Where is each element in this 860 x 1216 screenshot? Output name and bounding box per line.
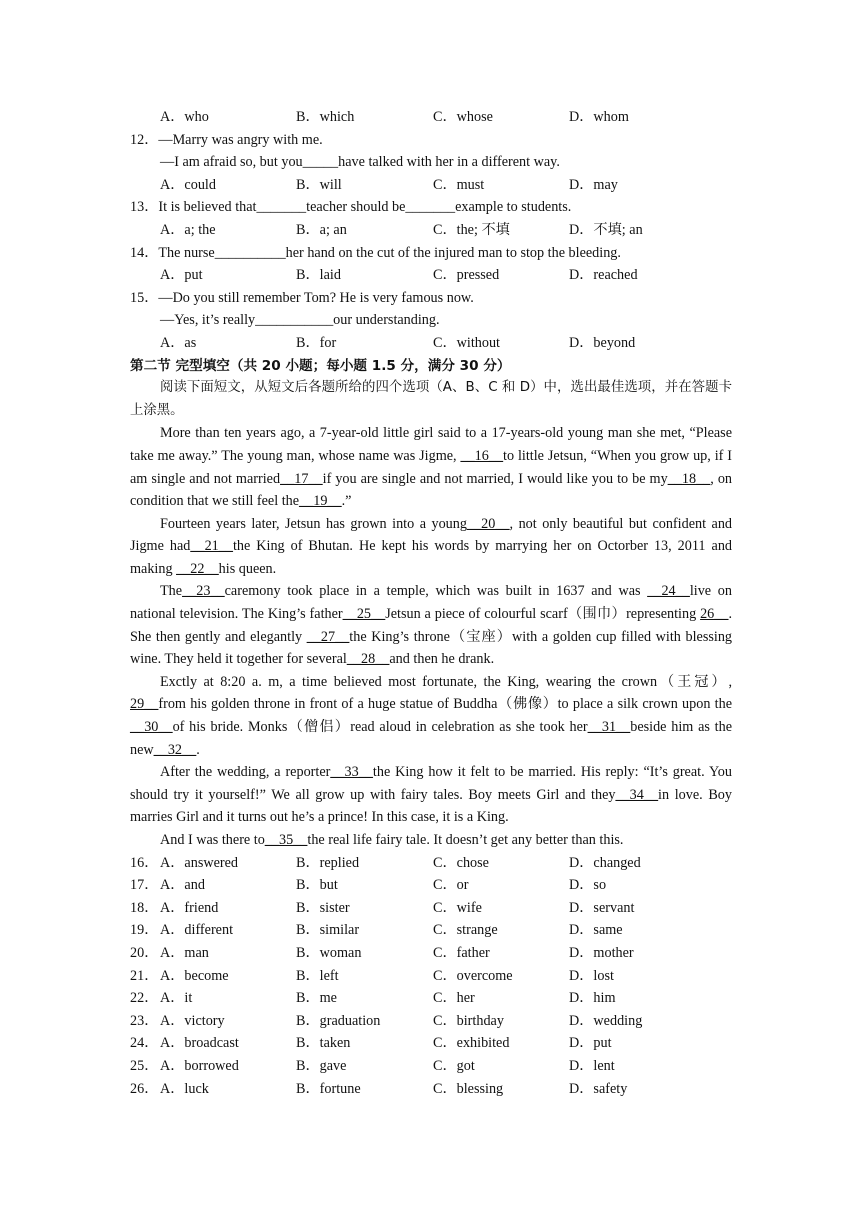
text: if you are single and not married, I would like you to be my xyxy=(322,470,668,487)
q13-blank-2: _______ xyxy=(405,199,456,216)
q15-blank: ___________ xyxy=(255,312,334,329)
option-d: D．lost xyxy=(569,967,614,984)
question-number: 24． xyxy=(130,1035,159,1052)
q13-text-c: example to students. xyxy=(455,199,572,216)
blank-30: __30__ xyxy=(130,719,173,736)
q12-text-a: —I am afraid so, but you xyxy=(160,154,303,171)
option-b: B．sister xyxy=(296,899,350,916)
option-b: B．fortune xyxy=(296,1080,361,1097)
option-b: B．but xyxy=(296,877,338,894)
text: the real life fairy tale. It doesn’t get any better than this. xyxy=(307,832,624,848)
q14-stem xyxy=(130,242,732,265)
option-b: B．me xyxy=(296,990,337,1007)
option-d: D．servant xyxy=(569,899,635,916)
option-c: C．whose xyxy=(433,109,493,125)
option-b: B．will xyxy=(296,176,342,193)
blank-22: __22__ xyxy=(176,560,219,577)
q12-options xyxy=(130,174,732,197)
passage-paragraph-4 xyxy=(130,671,732,761)
option-c: C．her xyxy=(433,990,475,1007)
option-c: C．wife xyxy=(433,899,482,916)
blank-16: __16__ xyxy=(460,447,504,464)
blank-31: __31__ xyxy=(587,719,631,736)
text: in love. Boy marries Girl and it turns out he’s a prince! In this case, it is a King. xyxy=(130,786,732,826)
option-d: D．safety xyxy=(569,1080,628,1097)
option-d: D．put xyxy=(569,1035,612,1052)
q15-stem-line2 xyxy=(130,309,732,332)
text: the King of Bhutan. He kept his words by marrying her on Octorber 13, 2011 and making xyxy=(130,538,733,577)
answer-row-20 xyxy=(130,942,732,965)
option-b: B．gave xyxy=(296,1057,347,1074)
question-number: 25． xyxy=(130,1057,159,1074)
question-number: 23． xyxy=(130,1012,159,1029)
option-b: B．laid xyxy=(296,267,341,284)
question-number: 16． xyxy=(130,854,159,871)
text: caremony took place in a temple, which was built in 1637 and was xyxy=(224,583,648,600)
option-d: D．so xyxy=(569,877,607,894)
passage-paragraph-3 xyxy=(130,580,732,670)
text: More than ten years ago, a 7-year-old little girl said to a 17-years-old young man she met, “Please take me away.” The young man, whose name was Jigme, xyxy=(130,425,732,464)
q13-text-a: 13．It is believed that xyxy=(130,199,257,216)
q14-options xyxy=(130,264,732,287)
answer-row-16 xyxy=(130,852,732,875)
q13-stem xyxy=(130,196,732,219)
blank-27: __27__ xyxy=(306,628,350,645)
text: , not only beautiful but confident and Jigme had xyxy=(130,515,733,555)
text: Fourteen years later, Jetsun has grown into a young xyxy=(160,515,467,532)
blank-26: 26__ xyxy=(700,606,729,623)
text: .” xyxy=(341,493,352,510)
answer-row-18 xyxy=(130,897,732,920)
option-a: A．answered xyxy=(160,854,239,871)
option-a: A．borrowed xyxy=(160,1057,239,1074)
q13-options xyxy=(130,219,732,242)
q13-blank-1: _______ xyxy=(256,199,307,216)
passage-paragraph-2 xyxy=(130,513,732,581)
option-d: D．不填; an xyxy=(569,221,643,238)
q11-options xyxy=(130,106,732,129)
answer-options-list xyxy=(130,852,732,1101)
option-c: C．the; 不填 xyxy=(433,221,510,238)
blank-23: __23__ xyxy=(182,583,225,600)
option-d: D．lent xyxy=(569,1057,615,1074)
question-number: 19． xyxy=(130,922,159,939)
blank-34: __34__ xyxy=(615,786,659,803)
option-b: B．graduation xyxy=(296,1012,381,1029)
text: the King’s throne（宝座）with a golden cup filled with blessing wine. They held it together for several xyxy=(130,628,733,668)
blank-28: __28__ xyxy=(346,651,390,668)
blank-24: __24__ xyxy=(647,583,690,600)
blank-17: __17__ xyxy=(280,470,323,487)
text: After the wedding, a reporter xyxy=(160,764,331,781)
answer-row-22 xyxy=(130,987,732,1010)
q14-text-a: 14．The nurse xyxy=(130,244,215,261)
q15-options xyxy=(130,332,732,355)
option-a: A．a; the xyxy=(160,221,216,238)
blank-35: __35__ xyxy=(264,832,308,848)
option-a: A．broadcast xyxy=(160,1035,239,1052)
option-c: C．pressed xyxy=(433,267,500,284)
option-c: C．blessing xyxy=(433,1080,504,1097)
q14-text-b: her hand on the cut of the injured man to stop the bleeding. xyxy=(285,244,621,261)
section-instruction: 阅读下面短文，从短文后各题所给的四个选项（A、B、C 和 D）中，选出最佳选项，并在答题卡上涂黑。 xyxy=(130,380,732,418)
question-number: 22． xyxy=(130,990,159,1007)
question-number: 17． xyxy=(130,877,159,894)
section-heading: 第二节 完型填空（共 20 小题；每小题 1.5 分，满分 30 分） xyxy=(130,357,511,374)
question-number: 20． xyxy=(130,944,159,961)
option-c: C．must xyxy=(433,176,485,193)
question-number: 21． xyxy=(130,967,159,984)
option-a: A．friend xyxy=(160,899,219,916)
option-b: B．which xyxy=(296,109,355,125)
option-d: D．may xyxy=(569,176,618,193)
option-a: A．as xyxy=(160,334,197,351)
answer-row-19 xyxy=(130,919,732,942)
text: , on condition that we still feel the xyxy=(130,470,733,510)
passage-paragraph-1 xyxy=(130,422,732,512)
q15-text-a: —Yes, it’s really xyxy=(160,312,256,329)
option-a: A．luck xyxy=(160,1080,209,1097)
option-a: A．man xyxy=(160,944,209,961)
option-d: D．him xyxy=(569,990,616,1007)
text: of his bride. Monks（僧侣）read aloud in celebration as she took her xyxy=(172,719,588,736)
option-a: A．different xyxy=(160,922,234,939)
blank-33: __33__ xyxy=(330,764,373,781)
answer-row-24 xyxy=(130,1032,732,1055)
option-a: A．victory xyxy=(160,1012,225,1029)
text: The xyxy=(160,583,183,600)
text: the King how it felt to be married. His reply: “It’s great. You should try it yourself!” We all grow up with fairy tales. Boy meets Girl and they xyxy=(130,764,732,803)
blank-20: __20__ xyxy=(466,515,510,532)
text: and then he drank. xyxy=(389,651,495,668)
option-b: B．left xyxy=(296,967,339,984)
answer-row-17 xyxy=(130,874,732,897)
option-a: A．it xyxy=(160,990,193,1007)
option-d: D．reached xyxy=(569,267,638,284)
option-c: C．without xyxy=(433,334,501,351)
q12-text-b: have talked with her in a different way. xyxy=(338,154,560,171)
text: live on national television. The King’s father xyxy=(130,583,732,623)
option-d: D．wedding xyxy=(569,1012,643,1029)
option-a: A．who xyxy=(160,109,209,125)
option-d: D．whom xyxy=(569,109,629,125)
exam-content xyxy=(130,106,732,1100)
option-a: A．become xyxy=(160,967,229,984)
passage-paragraph-5 xyxy=(130,761,732,829)
blank-19: __19__ xyxy=(299,493,342,510)
option-c: C．father xyxy=(433,944,490,961)
option-c: C．got xyxy=(433,1057,475,1074)
q12-stem-line1: 12．—Marry was angry with me. xyxy=(130,131,323,148)
text: to little Jetsun, “When you grow up, if I am single and not married xyxy=(130,447,732,487)
option-b: B．replied xyxy=(296,854,360,871)
q15-stem-line1: 15．—Do you still remember Tom? He is very famous now. xyxy=(130,289,474,306)
text: . xyxy=(196,741,200,758)
text: Exctly at 8:20 a. m, a time believed most fortunate, the King, wearing the crown（王冠）, xyxy=(160,673,732,690)
option-b: B．woman xyxy=(296,944,362,961)
blank-32: __32__ xyxy=(153,741,197,758)
option-a: A．could xyxy=(160,176,216,193)
option-c: C．birthday xyxy=(433,1012,504,1029)
answer-row-23 xyxy=(130,1010,732,1033)
blank-29: 29__ xyxy=(130,696,159,713)
q12-stem-line2 xyxy=(130,151,732,174)
option-d: D．mother xyxy=(569,944,634,961)
option-c: C．chose xyxy=(433,854,489,871)
answer-row-25 xyxy=(130,1055,732,1078)
blank-18: __18__ xyxy=(667,470,711,487)
option-d: D．beyond xyxy=(569,334,636,351)
answer-row-21 xyxy=(130,965,732,988)
q14-blank: __________ xyxy=(214,244,286,261)
option-a: A．put xyxy=(160,267,203,284)
question-number: 18． xyxy=(130,899,159,916)
option-b: B．similar xyxy=(296,922,360,939)
option-a: A．and xyxy=(160,877,205,894)
option-b: B．for xyxy=(296,334,337,351)
option-b: B．taken xyxy=(296,1035,351,1052)
text: from his golden throne in front of a huge statue of Buddha（佛像）to place a silk crown upon the xyxy=(158,696,732,713)
q15-text-b: our understanding. xyxy=(333,312,440,329)
text: beside him as the new xyxy=(130,719,733,758)
option-b: B．a; an xyxy=(296,221,347,238)
option-c: C．overcome xyxy=(433,967,513,984)
option-c: C．strange xyxy=(433,922,498,939)
blank-21: __21__ xyxy=(190,538,233,555)
question-number: 26． xyxy=(130,1080,159,1097)
text: Jetsun a piece of colourful scarf（围巾）representing xyxy=(385,606,701,623)
answer-row-26 xyxy=(130,1078,732,1101)
option-d: D．changed xyxy=(569,854,641,871)
q13-text-b: teacher should be xyxy=(306,199,406,216)
option-c: C．or xyxy=(433,877,469,894)
blank-25: __25__ xyxy=(342,606,386,623)
text: And I was there to xyxy=(160,832,265,848)
text: his queen. xyxy=(218,560,277,577)
option-d: D．same xyxy=(569,922,623,939)
option-c: C．exhibited xyxy=(433,1035,510,1052)
text: . She then gently and elegantly xyxy=(130,606,732,645)
passage-paragraph-6 xyxy=(130,829,732,852)
q12-blank: _____ xyxy=(302,154,339,171)
